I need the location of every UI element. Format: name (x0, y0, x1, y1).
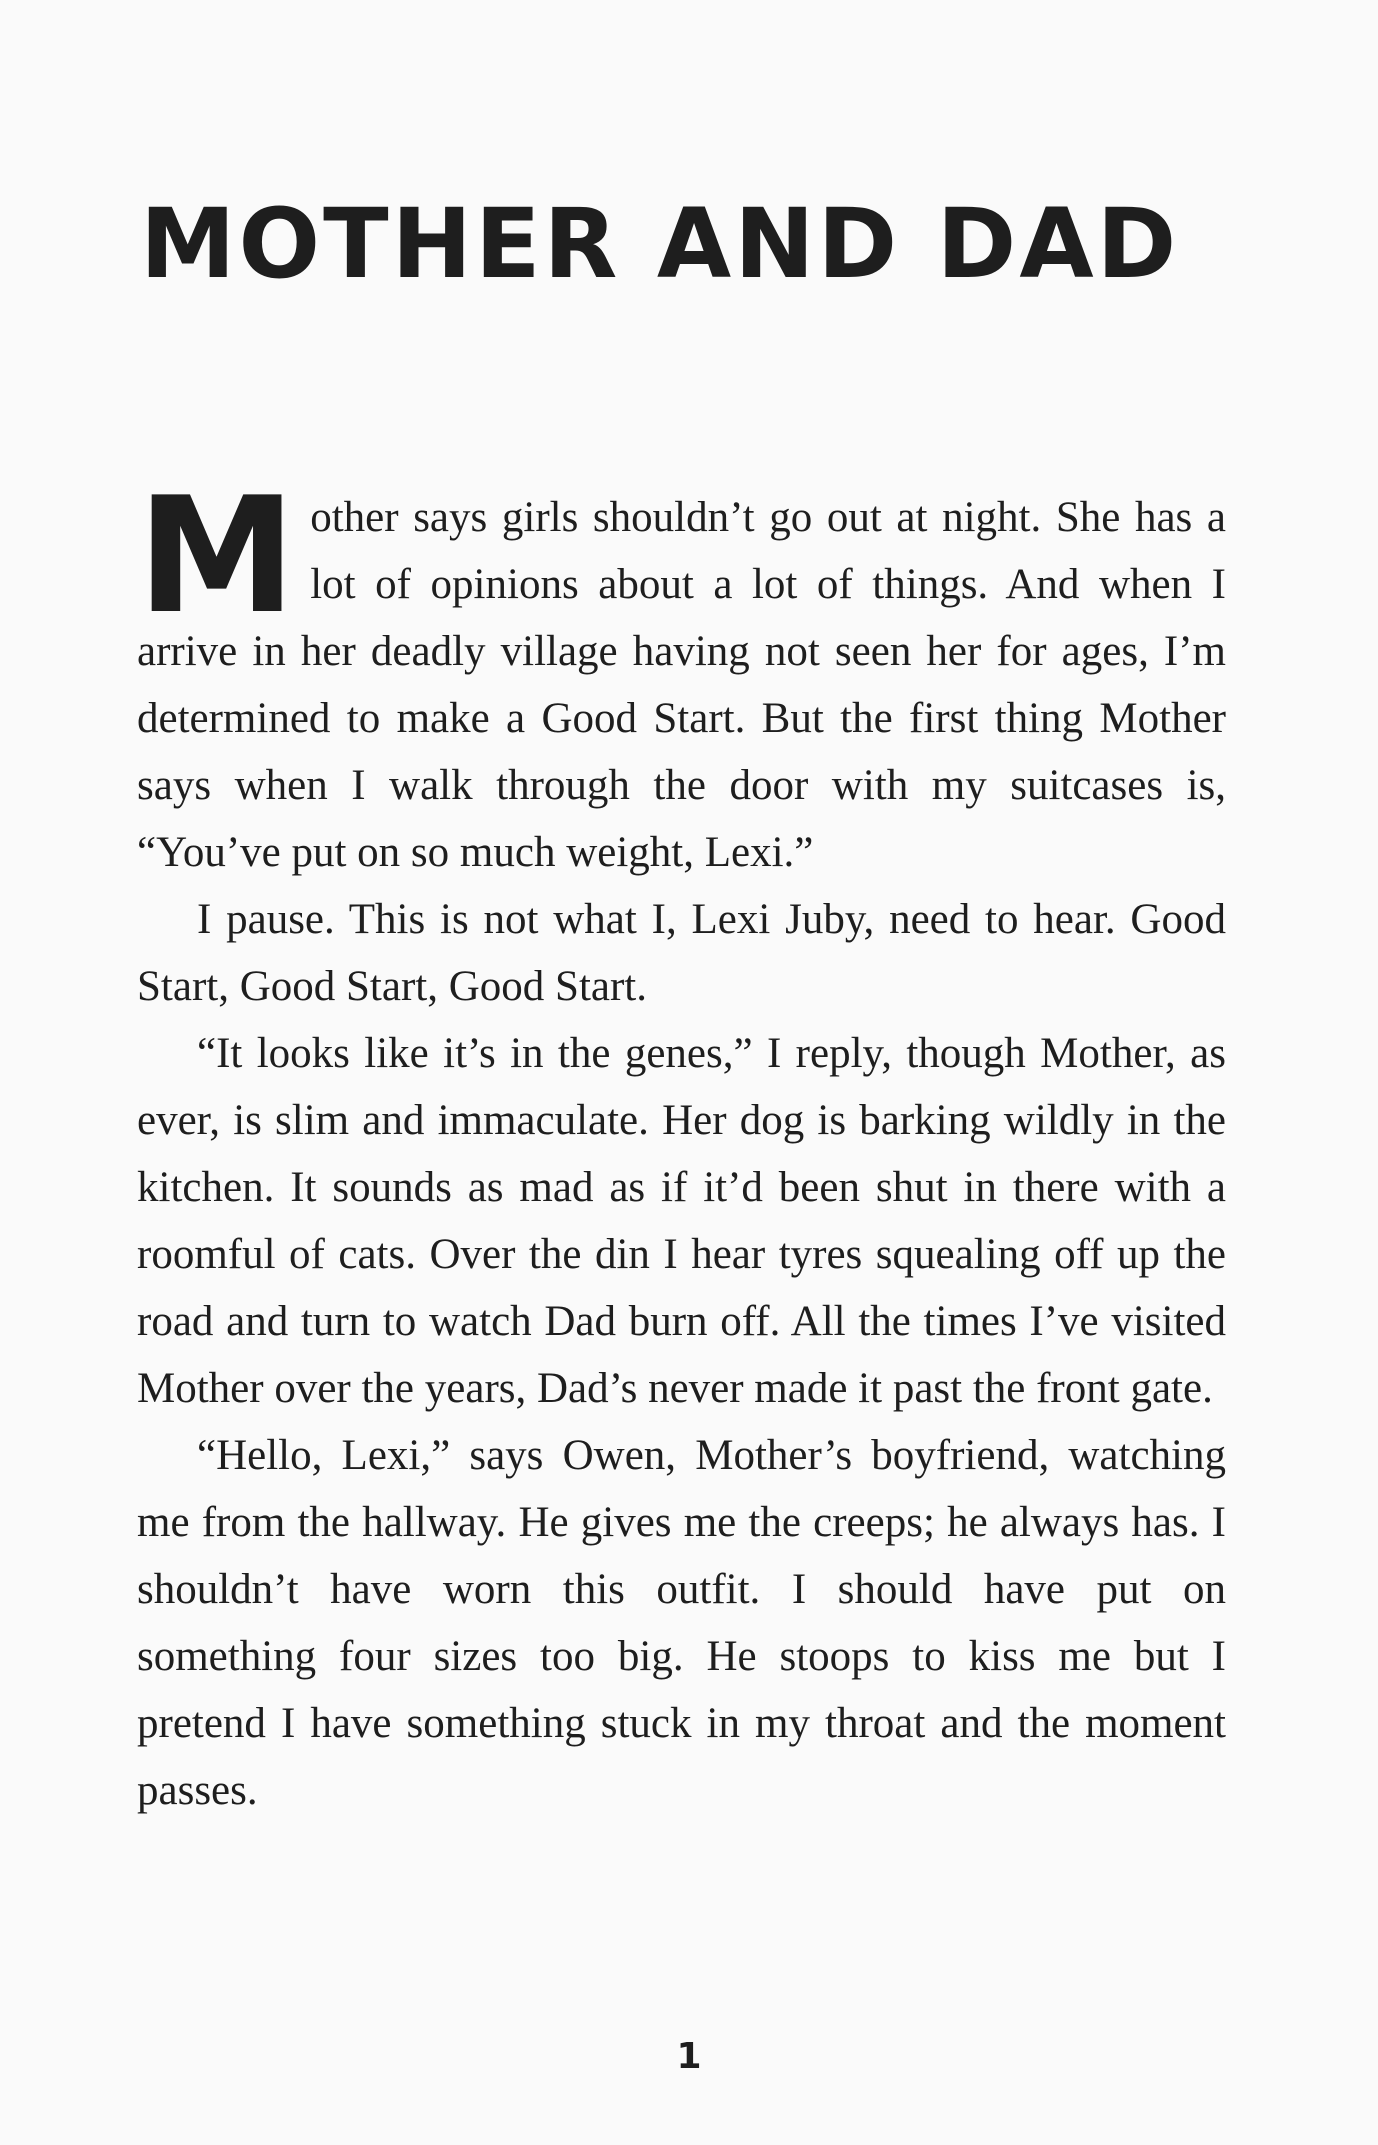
paragraph-1-text: other says girls shouldn’t go out at night. She has a lot of opinions about a lot of things. And when I arrive in her deadly village having not seen her for ages, I’m determined to make a Good Start. But the first thing Mother says when I walk through the door with my suitcases is, “You’ve put on so much weight, Lexi.” (137, 494, 1226, 876)
paragraph-4: “Hello, Lexi,” says Owen, Mother’s boyfriend, watching me from the hallway. He gives me the creeps; he always has. I shouldn’t have worn this outfit. I should have put on something four sizes too big. He stoops to kiss me but I pretend I have something stuck in my throat and the moment passes. (137, 1432, 1226, 1814)
drop-cap: M (137, 462, 297, 649)
page-number: 1 (676, 2036, 702, 2077)
chapter-body (137, 462, 1226, 1824)
chapter-title: MOTHER AND DAD (140, 188, 1180, 300)
paragraph-3: “It looks like it’s in the genes,” I reply, though Mother, as ever, is slim and immaculate. Her dog is barking wildly in the kitchen. It sounds as mad as if it’d been shut in there with a roomful of cats. Over the din I hear tyres squealing off up the road and turn to watch Dad burn off. All the times I’ve visited Mother over the years, Dad’s never made it past the front gate. (137, 1030, 1226, 1412)
paragraph-1 (137, 462, 1226, 886)
paragraph-2: I pause. This is not what I, Lexi Juby, need to hear. Good Start, Good Start, Good Start. (137, 896, 1226, 1010)
